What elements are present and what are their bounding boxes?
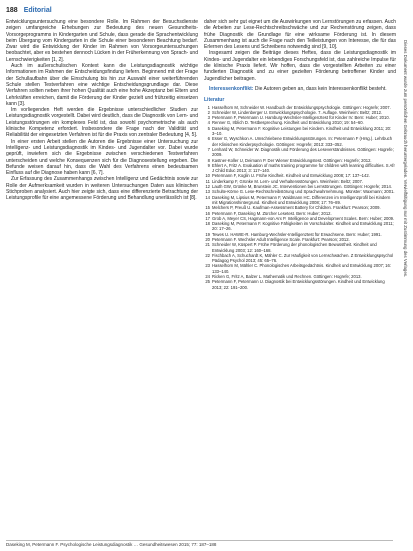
reference-item: Kastner-Koller U, Deimann P. Der Wiener Entwicklungstest. Göttingen: Hogrefe; 2012. <box>212 157 372 163</box>
page-number: 188 <box>6 6 18 14</box>
side-note-text: Dieses Dokument wurde zum persönlichen Gebrauch heruntergeladen. Vervielfältigung nur mit Zustimmung des Verlages. <box>403 40 408 278</box>
reference-item: Schneider W, Küspert P. Frühe Förderung der phonologischen Bewusstheit. Kindheit und Entwicklung 2003; 12: 160–168. <box>212 242 377 253</box>
reference-item: Lenhard W, Schneider W. Diagnostik und Förderung des Leseverständnisses. Göttingen: Hogrefe; 2009. <box>212 146 394 158</box>
reference-item: Petermann F, Petermann U. Diagnostik bei Entwicklungsstörungen. Kindheit und Entwicklung 2013; 22: 191–200. <box>212 279 385 290</box>
literature-heading: Literatur <box>204 97 225 104</box>
reference-item: Schneider W, Lindenberger U. Entwicklungspsychologie. 7. Auflage. Weinheim: Beltz; 2012. <box>212 109 383 115</box>
body-paragraph: daher sich sehr gut eignet um die Auswirkungen von Lernstörungen zu erfassen. Auch die Arbeiten zur Lese-Rechtschreibschwäche und zur Rechenstörung zeigen, dass frühe Diagnostik die Grundlage für eine wirksame Förderung ist. In diesem Zusammenhang ist auch die Frage nach den Teilleistungen von Interesse, die für das Erlernen des Lesens und Schreibens notwendig sind [9, 10]. <box>204 19 396 51</box>
reference-item: Tewes U. HAWIE-R. Hamburg-Wechsler-Intelligenztest für Erwachsene. Bern: Huber; 1991. <box>212 231 382 237</box>
left-column <box>6 19 198 202</box>
reference-list <box>204 105 396 290</box>
reference-item: Petermann F, Koglin U. Frühe Kindheit. Kindheit und Entwicklung 2008; 17: 137–142. <box>212 173 370 179</box>
reference-item: Petermann F, Daseking M. Zürcher Lesetest. Bern: Huber; 2012. <box>212 210 332 216</box>
reference-item: Fischbach A, Schuchardt K, Mähler C. Zur Häufigkeit von Lernschwächen. Z Entwicklungspsychol Pädagog Psychol 2013; 45: 65–76. <box>212 252 394 264</box>
page-footer: Daseking M, Petermann F. Psychologische Leistungsdiagnostik … Gesundheitswesen 2015; 77: 187–188 <box>6 540 393 547</box>
section-title: Editorial <box>23 6 52 14</box>
reference-item: Daseking M, Lipsius M, Petermann F, Waldmann HC. Differenzen im Intelligenzprofil bei Kindern mit Migrationshintergrund. Kindheit und Entwicklung 2008; 17: 76–89. <box>212 194 391 205</box>
conflict-text: Die Autoren geben an, dass kein Interessenkonflikt besteht. <box>254 85 387 92</box>
body-paragraph: Auch im außerschulischen Kontext kann die Leistungsdiagnostik wichtige Informationen im Rahmen der Entscheidungsfindung liefern. Beginnend mit der Frage der Schullaufbahn über die Einschulung bis hin zur Auswahl einer weiterführenden Schule stellen Testverfahren eine wichtige Entscheidungsgrundlage dar. Diese Verfahren sollten neben ihrer hohen Qualität auch eine hohe Akzeptanz bei Eltern und Lehrkräften erreichen, damit die Förderung der Kinder gezielt und frühzeitig einsetzen kann [3]. <box>6 63 198 107</box>
reference-item: Ehlert A, Fritz A. Evaluation of maths training programme for children with learning difficulties. S Afr J Child Educ 2013; 3: 117–140. <box>212 162 395 174</box>
body-paragraph: Entwicklungsuntersuchung eine besondere Rolle. Im Rahmen der Besuchsdienste zeigen umfangreiche Erhebungen zur Bedeutung des neuen Gesundheits-Vorsorgeprogramms in Kindergarten und Schule, dass gerade die Sprachentwicklung beim Übergang vom Kindergarten in die Schule einer besonderen Beachtung bedarf. Zwar wird die Entwicklung der Kinder im Rahmen von Vorsorgeuntersuchungen beobachtet, aber es bestehen dennoch Lücken in der Früherkennung von Sprach- und Lernschwierigkeiten [1, 2]. <box>6 19 198 63</box>
reference-item: Ricken G, Fritz A, Balzer L. Mathematik und Rechnen. Göttingen: Hogrefe; 2013. <box>212 274 362 280</box>
conflict-of-interest <box>204 86 396 92</box>
reference-item: Renner G, Irblich D. Testbesprechung. Kindheit und Entwicklung 2010; 19: 54–60. <box>212 120 364 126</box>
body-paragraph: Im vorliegenden Heft werden die Ergebnisse unterschiedlicher Studien zur Leistungsdiagnostik vorgestellt. Dabei wird deutlich, dass die Diagnostik von Lern- und Leistungsstörungen ein komplexes Feld ist, das sowohl psychometrische als auch klinische Kompetenz erfordert. Insbesondere die Frage nach der Validität und Reliabilität der eingesetzten Verfahren ist für die Praxis von zentraler Bedeutung [4, 5]. <box>6 107 198 139</box>
reference-item: Esser G, Wyschkon A. Umschriebene Entwicklungsstörungen. In: Petermann F (Hrsg.). Lehrbuch der Klinischen Kinderpsychologie. Göttingen: Hogrefe; 2013: 333–352. <box>212 136 393 147</box>
page-header <box>6 4 52 16</box>
body-paragraph: Insgesamt zeigen die Beiträge dieses Heftes, dass die Leistungsdiagnostik im Kindes- und Jugendalter ein lebendiges Forschungsfeld ist, das zahlreiche Impulse für die klinische Praxis liefert. Wir hoffen, dass die vorgestellten Arbeiten zu einer fundierten Diagnostik und zu einer gezielten Förderung betroffener Kinder und Jugendlicher beitragen. <box>204 50 396 82</box>
copyright-side-note <box>400 40 410 510</box>
reference-item: Grob A, Meyer CS, Hagmann-von Arx P. Intelligence and Development Scales. Bern: Huber; 2009. <box>212 215 395 221</box>
reference-item: Melchers P, Preuß U. Kaufman-Assessment Battery for Children. Frankfurt: Pearson; 2009. <box>212 205 381 211</box>
body-paragraph: Zur Erfassung des Zusammenhangs zwischen Intelligenz und Gedächtnis sowie zur Rolle der Aufmerksamkeit wurden in weiteren Untersuchungen Daten aus klinischen Stichproben analysiert. Auch hier zeigte sich, dass eine differenzierte Betrachtung der Leistungsprofile für eine angemessene Förderung und Behandlung unerlässlich ist [8]. <box>6 176 198 202</box>
conflict-label: Interessenkonflikt: <box>209 85 254 92</box>
reference-item: Hasselhorn M, Schneider W. Handbuch der Entwicklungspsychologie. Göttingen: Hogrefe; 2007. <box>212 104 391 110</box>
reference-item: Linderkamp F, Grünke M. Lern- und Verhaltensstörungen. Weinheim: Beltz; 2007. <box>212 178 363 184</box>
body-paragraph: In einer ersten Arbeit stellen die Autoren die Ergebnisse einer Untersuchung zur Intelligenz- und Leistungsdiagnostik im Kindes- und Jugendalter vor. Dabei wurde geprüft, inwiefern sich die Ergebnisse zwischen verschiedenen Testverfahren unterscheiden und welche Konsequenzen sich für die Diagnosestellung ergeben. Die Befunde weisen darauf hin, dass die Wahl des Verfahrens einen bedeutsamen Einfluss auf die Diagnose haben kann [6, 7]. <box>6 138 198 177</box>
reference-item: Lauth GW, Grünke M, Brunstein JC. Interventionen bei Lernstörungen. Göttingen: Hogrefe; 2014. <box>212 184 392 190</box>
right-column <box>204 19 396 290</box>
reference-item: Petermann F, Petermann U. Hamburg-Wechsler-Intelligenztest für Kinder IV. Bern: Huber; 2010. <box>212 115 390 121</box>
reference-item: Daseking M, Petermann F. Kognitive Leistungen bei Kindern. Kindheit und Entwicklung 2011; 20: 3–10. <box>212 125 392 137</box>
reference-item: Daseking M, Petermann F. Kognitive Fähigkeiten im Vorschulalter. Kindheit und Entwicklung 2011; 20: 17–26. <box>212 221 394 232</box>
reference-item: Schulte-Körne G. Lese-Rechtschreibstörung und Sprachwahrnehmung. Münster: Waxmann; 2001. <box>212 189 395 195</box>
reference-item: Hasselhorn M, Mähler C. Phonologisches Arbeitsgedächtnis. Kindheit und Entwicklung 2007; 16: 133–140. <box>212 263 392 274</box>
reference-item: Petermann F. Wechsler Adult Intelligence Scale. Frankfurt: Pearson; 2012. <box>212 236 350 242</box>
